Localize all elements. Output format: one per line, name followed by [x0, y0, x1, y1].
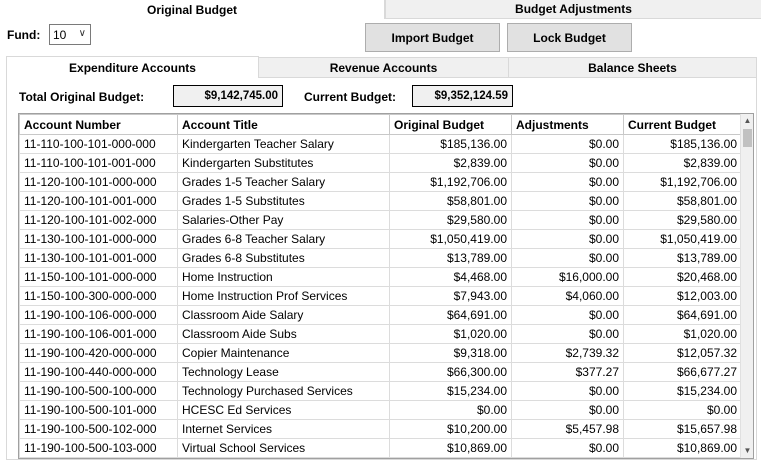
table-row[interactable]: [20, 135, 742, 154]
original-budget-cell: $2,839.00: [390, 154, 512, 173]
lock-budget-button[interactable]: Lock Budget: [507, 23, 632, 52]
current-budget-cell: $10,869.00: [624, 439, 742, 458]
expenditure-accounts-panel: [6, 78, 757, 460]
table-row[interactable]: [20, 230, 742, 249]
account-number-cell: 11-190-100-440-000-000: [20, 363, 178, 382]
current-budget-cell: $58,801.00: [624, 192, 742, 211]
current-budget-cell: $1,050,419.00: [624, 230, 742, 249]
adjustments-cell: $0.00: [512, 230, 624, 249]
original-budget-cell: $10,869.00: [390, 439, 512, 458]
adjustments-cell: $0.00: [512, 306, 624, 325]
table-row[interactable]: [20, 306, 742, 325]
adjustments-cell: $16,000.00: [512, 268, 624, 287]
adjustments-cell: $0.00: [512, 382, 624, 401]
account-number-cell: 11-190-100-500-103-000: [20, 439, 178, 458]
current-budget-cell: $12,003.00: [624, 287, 742, 306]
table-body: [20, 135, 742, 458]
original-budget-cell: $10,200.00: [390, 420, 512, 439]
account-title-cell: Grades 1-5 Substitutes: [178, 192, 390, 211]
adjustments-cell: $2,739.32: [512, 344, 624, 363]
account-number-cell: 11-110-100-101-001-000: [20, 154, 178, 173]
table-row[interactable]: [20, 325, 742, 344]
account-title-cell: Technology Purchased Services: [178, 382, 390, 401]
original-budget-cell: $1,192,706.00: [390, 173, 512, 192]
adjustments-cell: $0.00: [512, 249, 624, 268]
original-budget-cell: $64,691.00: [390, 306, 512, 325]
account-number-cell: 11-120-100-101-002-000: [20, 211, 178, 230]
current-budget-cell: $15,657.98: [624, 420, 742, 439]
adjustments-cell: $377.27: [512, 363, 624, 382]
table-row[interactable]: [20, 268, 742, 287]
table-row[interactable]: [20, 192, 742, 211]
column-header-current-budget[interactable]: Current Budget: [624, 115, 742, 135]
original-budget-cell: $66,300.00: [390, 363, 512, 382]
original-budget-cell: $7,943.00: [390, 287, 512, 306]
current-budget-cell: $1,192,706.00: [624, 173, 742, 192]
scroll-up-icon[interactable]: ▲: [743, 116, 752, 125]
account-number-cell: 11-120-100-101-000-000: [20, 173, 178, 192]
vertical-scrollbar[interactable]: [740, 114, 753, 458]
account-title-cell: Technology Lease: [178, 363, 390, 382]
account-number-cell: 11-120-100-101-001-000: [20, 192, 178, 211]
adjustments-cell: $0.00: [512, 401, 624, 420]
table-row[interactable]: [20, 154, 742, 173]
account-number-cell: 11-190-100-500-102-000: [20, 420, 178, 439]
table-row[interactable]: [20, 211, 742, 230]
account-title-cell: Copier Maintenance: [178, 344, 390, 363]
account-title-cell: Home Instruction Prof Services: [178, 287, 390, 306]
table-row[interactable]: [20, 420, 742, 439]
tab-original-budget[interactable]: Original Budget: [0, 0, 385, 19]
column-header-original-budget[interactable]: Original Budget: [390, 115, 512, 135]
account-number-cell: 11-190-100-500-100-000: [20, 382, 178, 401]
adjustments-cell: $0.00: [512, 173, 624, 192]
original-budget-cell: $13,789.00: [390, 249, 512, 268]
account-number-cell: 11-190-100-106-000-000: [20, 306, 178, 325]
accounts-grid[interactable]: [18, 113, 754, 459]
main-tab-strip: [0, 0, 761, 19]
adjustments-cell: $0.00: [512, 192, 624, 211]
account-tab-strip: [6, 57, 757, 78]
total-original-budget-label: Total Original Budget:: [19, 90, 145, 104]
total-original-budget-value: $9,142,745.00: [173, 85, 283, 107]
column-header-account-title[interactable]: Account Title: [178, 115, 390, 135]
account-title-cell: Virtual School Services: [178, 439, 390, 458]
current-budget-cell: $20,468.00: [624, 268, 742, 287]
current-budget-cell: $2,839.00: [624, 154, 742, 173]
original-budget-cell: $15,234.00: [390, 382, 512, 401]
original-budget-cell: $1,020.00: [390, 325, 512, 344]
original-budget-cell: $9,318.00: [390, 344, 512, 363]
account-title-cell: Grades 6-8 Substitutes: [178, 249, 390, 268]
adjustments-cell: $5,457.98: [512, 420, 624, 439]
current-budget-cell: $29,580.00: [624, 211, 742, 230]
adjustments-cell: $0.00: [512, 211, 624, 230]
original-budget-cell: $29,580.00: [390, 211, 512, 230]
current-budget-cell: $13,789.00: [624, 249, 742, 268]
current-budget-value: $9,352,124.59: [412, 85, 513, 107]
account-title-cell: Kindergarten Substitutes: [178, 154, 390, 173]
column-header-account-number[interactable]: Account Number: [20, 115, 178, 135]
account-number-cell: 11-130-100-101-001-000: [20, 249, 178, 268]
original-budget-panel: [0, 19, 761, 462]
current-budget-cell: $66,677.27: [624, 363, 742, 382]
tab-revenue-accounts[interactable]: Revenue Accounts: [259, 57, 509, 78]
column-header-adjustments[interactable]: Adjustments: [512, 115, 624, 135]
tab-balance-sheets[interactable]: Balance Sheets: [509, 57, 757, 78]
account-number-cell: 11-190-100-106-001-000: [20, 325, 178, 344]
account-title-cell: Grades 6-8 Teacher Salary: [178, 230, 390, 249]
table-row[interactable]: [20, 401, 742, 420]
current-budget-label: Current Budget:: [304, 90, 396, 104]
tab-expenditure-accounts[interactable]: Expenditure Accounts: [6, 56, 259, 78]
original-budget-cell: $58,801.00: [390, 192, 512, 211]
fund-select[interactable]: [49, 24, 91, 45]
current-budget-cell: $64,691.00: [624, 306, 742, 325]
table-row[interactable]: [20, 249, 742, 268]
table-row[interactable]: [20, 382, 742, 401]
account-title-cell: Classroom Aide Salary: [178, 306, 390, 325]
current-budget-cell: $185,136.00: [624, 135, 742, 154]
current-budget-cell: $15,234.00: [624, 382, 742, 401]
adjustments-cell: $0.00: [512, 154, 624, 173]
adjustments-cell: $0.00: [512, 325, 624, 344]
chevron-down-icon: ∨: [78, 28, 86, 39]
table-row[interactable]: [20, 344, 742, 363]
scroll-down-icon[interactable]: ▼: [743, 446, 752, 455]
table-row[interactable]: [20, 439, 742, 458]
original-budget-cell: $0.00: [390, 401, 512, 420]
fund-value: 10: [53, 27, 67, 42]
current-budget-cell: $0.00: [624, 401, 742, 420]
account-number-cell: 11-150-100-300-000-000: [20, 287, 178, 306]
account-number-cell: 11-110-100-101-000-000: [20, 135, 178, 154]
accounts-table: [19, 114, 742, 458]
adjustments-cell: $4,060.00: [512, 287, 624, 306]
adjustments-cell: $0.00: [512, 135, 624, 154]
scrollbar-thumb[interactable]: [743, 129, 752, 147]
account-title-cell: Grades 1-5 Teacher Salary: [178, 173, 390, 192]
account-title-cell: HCESC Ed Services: [178, 401, 390, 420]
table-header-row: [20, 115, 742, 135]
fund-label: Fund:: [7, 28, 41, 42]
account-title-cell: Salaries-Other Pay: [178, 211, 390, 230]
original-budget-cell: $185,136.00: [390, 135, 512, 154]
account-title-cell: Kindergarten Teacher Salary: [178, 135, 390, 154]
original-budget-cell: $4,468.00: [390, 268, 512, 287]
original-budget-cell: $1,050,419.00: [390, 230, 512, 249]
current-budget-cell: $1,020.00: [624, 325, 742, 344]
table-row[interactable]: [20, 173, 742, 192]
account-title-cell: Home Instruction: [178, 268, 390, 287]
account-title-cell: Classroom Aide Subs: [178, 325, 390, 344]
table-row[interactable]: [20, 363, 742, 382]
table-row[interactable]: [20, 287, 742, 306]
account-number-cell: 11-130-100-101-000-000: [20, 230, 178, 249]
tab-budget-adjustments[interactable]: Budget Adjustments: [385, 0, 761, 19]
current-budget-cell: $12,057.32: [624, 344, 742, 363]
account-number-cell: 11-190-100-420-000-000: [20, 344, 178, 363]
account-number-cell: 11-150-100-101-000-000: [20, 268, 178, 287]
account-title-cell: Internet Services: [178, 420, 390, 439]
account-number-cell: 11-190-100-500-101-000: [20, 401, 178, 420]
import-budget-button[interactable]: Import Budget: [365, 23, 500, 52]
adjustments-cell: $0.00: [512, 439, 624, 458]
